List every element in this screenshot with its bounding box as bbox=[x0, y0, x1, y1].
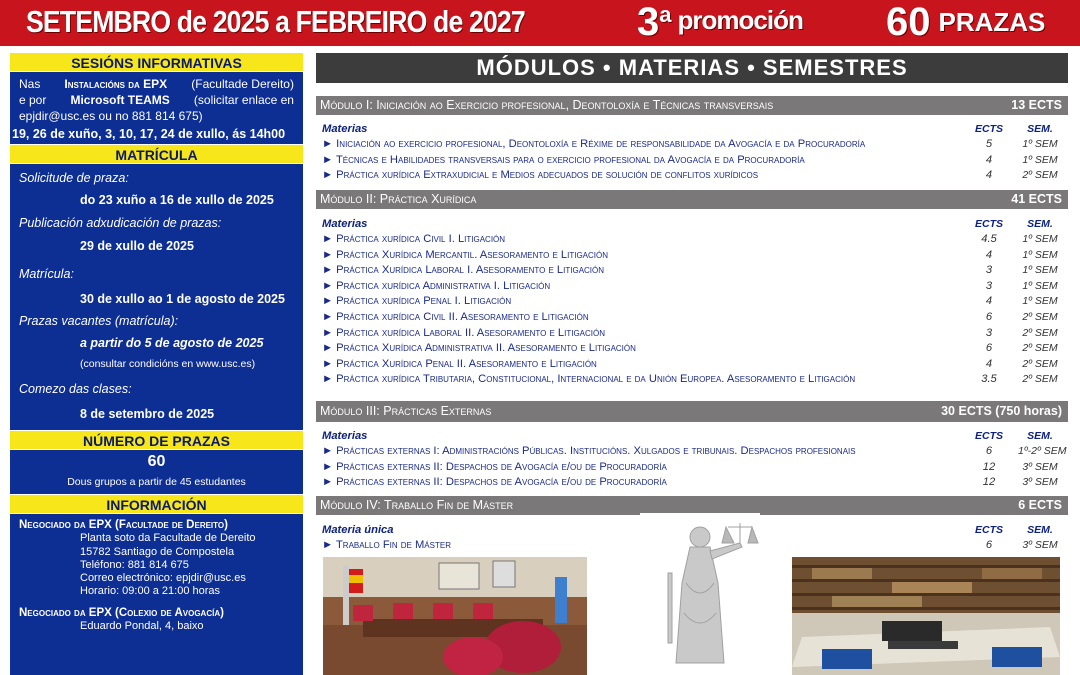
col-ects: ECTS bbox=[974, 430, 1003, 442]
module-title: Módulo IV: Traballo Fin de Máster bbox=[320, 498, 514, 512]
course-name: ► Prácticas externas II: Despachos de Avogacía e/ou de Procuradoría bbox=[322, 476, 667, 489]
sesions-dates: 19, 26 de xuño, 3, 10, 17, 24 de xullo, ás 14h00 bbox=[12, 127, 286, 141]
table-header-materias: Materias bbox=[322, 123, 368, 135]
module-3-bar bbox=[316, 401, 1068, 422]
col-ects: ECTS bbox=[974, 218, 1003, 230]
course-name: ► Práctica xurídica Extraxudicial e Medios adecuados de solución de conflitos xurídicos bbox=[322, 169, 759, 182]
course-sem: 2º SEM bbox=[1022, 326, 1058, 339]
course-sem: 2º SEM bbox=[1022, 373, 1058, 386]
matricula-label: Matrícula: bbox=[19, 267, 74, 281]
sesions-text bbox=[10, 72, 303, 124]
prazas-number: 60 bbox=[147, 453, 166, 470]
table-row bbox=[322, 444, 1067, 460]
table-row bbox=[322, 232, 1062, 248]
info-line: Planta soto da Facultade de Dereito bbox=[80, 532, 256, 545]
module-title: Módulo II: Práctica Xurídica bbox=[320, 192, 477, 206]
course-ects: 3.5 bbox=[981, 373, 997, 386]
matricula-value: do 23 xuño a 16 de xullo de 2025 bbox=[80, 193, 274, 207]
info-block bbox=[10, 514, 303, 633]
table-header-materias: Materias bbox=[322, 218, 368, 230]
course-name: ► Práctica xurídica Administrativa I. Litigación bbox=[322, 279, 551, 292]
col-ects: ECTS bbox=[974, 123, 1003, 135]
course-sem: 3º SEM bbox=[1022, 460, 1058, 473]
module-2-table bbox=[322, 217, 1062, 388]
course-name: ► Técnicas e Habilidades transversais para o exercicio profesional da Avogacía e da Procuradoría bbox=[322, 153, 805, 166]
course-name: ► Prácticas externas II: Despachos de Avogacía e/ou de Procuradoría bbox=[322, 460, 667, 473]
module-ects: 6 ECTS bbox=[1018, 498, 1062, 512]
course-sem: 1º-2º SEM bbox=[1018, 445, 1067, 457]
table-row bbox=[322, 475, 1062, 491]
module-2-bar bbox=[316, 190, 1068, 209]
matricula-label: Solicitude de praza: bbox=[19, 171, 129, 185]
info-line: 15782 Santiago de Compostela bbox=[80, 545, 235, 558]
course-sem: 2º SEM bbox=[1022, 357, 1058, 370]
col-sem: SEM. bbox=[1027, 430, 1053, 442]
matricula-value: 29 de xullo de 2025 bbox=[80, 239, 194, 253]
col-sem: SEM. bbox=[1027, 218, 1053, 230]
module-ects: 30 ECTS (750 horas) bbox=[941, 404, 1062, 418]
table-row bbox=[322, 153, 1062, 169]
table-header-materias: Materia única bbox=[322, 524, 394, 536]
course-name: ► Práctica xurídica Penal I. Litigación bbox=[322, 295, 512, 308]
library-photo bbox=[792, 557, 1060, 675]
matricula-note: (consultar condicións en www.usc.es) bbox=[80, 358, 256, 370]
table-row bbox=[322, 248, 1062, 264]
sesions-heading: SESIÓNS INFORMATIVAS bbox=[10, 52, 303, 72]
module-3-table bbox=[322, 429, 1067, 491]
course-ects: 12 bbox=[982, 476, 996, 489]
promotion-number: 3 bbox=[637, 0, 660, 44]
promotion-ordinal: a bbox=[659, 2, 672, 27]
module-1-bar bbox=[316, 96, 1068, 115]
table-row bbox=[322, 372, 1062, 388]
matricula-value: a partir do 5 de agosto de 2025 bbox=[80, 336, 264, 350]
course-ects: 4 bbox=[985, 357, 993, 370]
table-row bbox=[322, 310, 1062, 326]
sesions-request: (solicitar enlace en bbox=[193, 93, 294, 107]
info-office-lines bbox=[19, 532, 303, 598]
seats-word: PRAZAS bbox=[938, 7, 1046, 37]
justice-statue-image bbox=[640, 513, 760, 675]
course-name: ► Práctica xurídica Laboral II. Asesoramento e Litigación bbox=[322, 326, 606, 339]
sesions-contact: epjdir@usc.es ou no 881 814 675) bbox=[19, 109, 203, 123]
col-sem: SEM. bbox=[1027, 123, 1053, 135]
course-name: ► Iniciación ao exercicio profesional, Deontoloxía e Réxime de responsabilidade da Avogacía e da Procuradoría bbox=[322, 138, 866, 150]
course-name: ► Práctica xurídica Civil II. Asesoramento e Litigación bbox=[322, 310, 589, 323]
course-name: ► Práctica Xurídica Laboral I. Asesoramento e Litigación bbox=[322, 264, 605, 277]
module-1-table bbox=[322, 122, 1062, 184]
matricula-label: Comezo das clases: bbox=[19, 382, 132, 396]
course-sem: 1º SEM bbox=[1022, 295, 1058, 308]
info-sidebar bbox=[10, 52, 303, 675]
course-name: ► Práctica Xurídica Mercantil. Asesoramento e Litigación bbox=[322, 248, 609, 261]
course-sem: 1º SEM bbox=[1022, 248, 1058, 261]
program-dates: SETEMBRO de 2025 a FEBREIRO de 2027 bbox=[26, 4, 525, 39]
promotion-label bbox=[637, 0, 803, 45]
course-sem: 3º SEM bbox=[1022, 476, 1058, 489]
course-ects: 12 bbox=[982, 460, 996, 473]
course-ects: 4 bbox=[985, 153, 993, 166]
course-sem: 2º SEM bbox=[1022, 342, 1058, 355]
course-ects: 6 bbox=[985, 310, 993, 323]
course-sem: 1º SEM bbox=[1022, 138, 1058, 150]
table-row bbox=[322, 357, 1062, 373]
prazas-heading: NÚMERO DE PRAZAS bbox=[10, 430, 303, 450]
course-ects: 6 bbox=[985, 539, 993, 551]
course-ects: 5 bbox=[985, 138, 993, 150]
course-ects: 6 bbox=[985, 342, 993, 355]
prazas-note: Dous grupos a partir de 45 estudantes bbox=[67, 476, 246, 488]
sesions-venue: Instalacións da EPX bbox=[64, 77, 168, 91]
seats-number: 60 bbox=[886, 0, 931, 44]
table-row bbox=[322, 137, 1062, 153]
matricula-value: 8 de setembro de 2025 bbox=[80, 407, 215, 421]
matricula-label: Prazas vacantes (matrícula): bbox=[19, 314, 179, 328]
courtroom-photo bbox=[323, 557, 587, 675]
course-ects: 4 bbox=[985, 248, 993, 261]
info-line: Eduardo Pondal, 4, baixo bbox=[80, 620, 204, 633]
table-row bbox=[322, 263, 1062, 279]
course-ects: 3 bbox=[985, 326, 993, 339]
course-ects: 4.5 bbox=[981, 233, 997, 245]
seats-label bbox=[886, 0, 1045, 45]
table-row bbox=[322, 168, 1062, 184]
table-header-materias: Materias bbox=[322, 430, 368, 442]
info-line: Teléfono: 881 814 675 bbox=[80, 558, 189, 571]
sesions-word: Nas bbox=[19, 77, 41, 91]
table-row bbox=[322, 279, 1062, 295]
promotion-text: promoción bbox=[677, 5, 803, 35]
matricula-heading: MATRÍCULA bbox=[10, 144, 303, 164]
info-office-title: Negociado da EPX (Colexio de Avogacía) bbox=[19, 606, 224, 619]
course-name: ► Práctica Xurídica Administrativa II. Asesoramento e Litigación bbox=[322, 342, 636, 355]
course-ects: 4 bbox=[985, 295, 993, 308]
course-name: ► Traballo Fin de Máster bbox=[322, 539, 451, 551]
info-heading: INFORMACIÓN bbox=[10, 494, 303, 514]
module-title: Módulo III: Prácticas Externas bbox=[320, 404, 492, 418]
course-name: ► Práctica xurídica Tributaria, Constitucional, Internacional e da Unión Europea. Asesoramento e Litigación bbox=[322, 373, 856, 386]
col-sem: SEM. bbox=[1027, 524, 1053, 536]
module-ects: 41 ECTS bbox=[1011, 192, 1062, 206]
table-row bbox=[322, 294, 1062, 310]
info-office-title: Negociado da EPX (Facultade de Dereito) bbox=[19, 519, 228, 531]
matricula-label: Publicación adxudicación de prazas: bbox=[19, 216, 222, 230]
modules-title: MÓDULOS • MATERIAS • SEMESTRES bbox=[316, 53, 1068, 83]
course-ects: 6 bbox=[985, 445, 993, 457]
course-ects: 4 bbox=[985, 169, 993, 182]
course-sem: 2º SEM bbox=[1022, 169, 1058, 182]
course-ects: 3 bbox=[985, 264, 993, 277]
course-sem: 1º SEM bbox=[1022, 279, 1058, 292]
course-name: ► Práctica Xurídica Penal II. Asesoramento e Litigación bbox=[322, 357, 597, 370]
matricula-value: 30 de xullo ao 1 de agosto de 2025 bbox=[80, 292, 285, 306]
course-name: ► Prácticas externas I: Administracións Públicas. Institucións. Xulgados e tribunais. Despachos profesionais bbox=[322, 445, 856, 457]
module-ects: 13 ECTS bbox=[1011, 98, 1062, 112]
course-sem: 3º SEM bbox=[1022, 539, 1058, 551]
course-sem: 1º SEM bbox=[1022, 153, 1058, 166]
info-line: Correo electrónico: epjdir@usc.es bbox=[80, 572, 246, 585]
course-ects: 3 bbox=[985, 279, 993, 292]
course-sem: 1º SEM bbox=[1022, 233, 1058, 245]
info-line: Horario: 09:00 a 21:00 horas bbox=[80, 585, 221, 598]
course-sem: 1º SEM bbox=[1022, 264, 1058, 277]
table-row bbox=[322, 326, 1062, 342]
module-title: Módulo I: Iniciación ao Exercicio profesional, Deontoloxía e Técnicas transversais bbox=[320, 98, 774, 112]
col-ects: ECTS bbox=[974, 524, 1003, 536]
sesions-word-2: e por bbox=[19, 93, 47, 107]
sesions-venue-detail: (Facultade Dereito) bbox=[191, 77, 294, 91]
table-row bbox=[322, 341, 1062, 357]
course-sem: 2º SEM bbox=[1022, 310, 1058, 323]
course-name: ► Práctica xurídica Civil I. Litigación bbox=[322, 233, 506, 245]
sesions-teams: Microsoft TEAMS bbox=[70, 93, 170, 107]
matricula-list bbox=[10, 164, 303, 422]
table-row bbox=[322, 460, 1062, 476]
header-banner bbox=[0, 0, 1080, 46]
